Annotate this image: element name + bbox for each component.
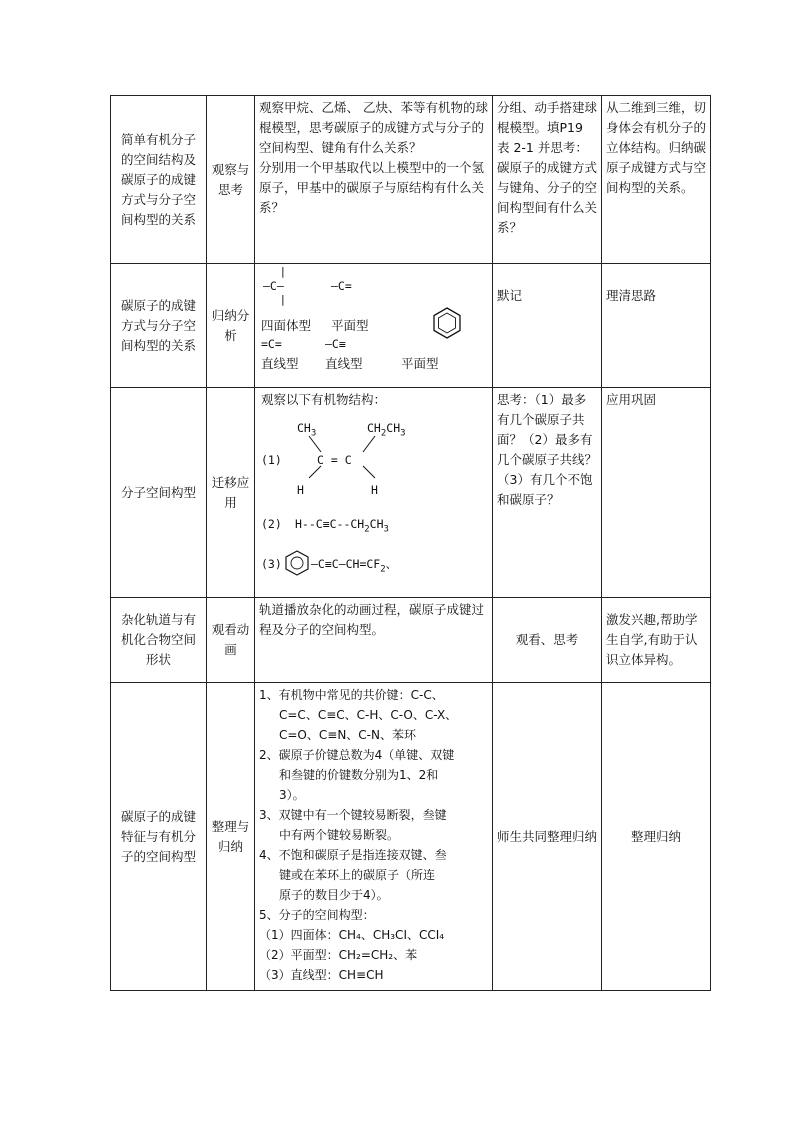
formula-subscript: 2 [380,428,387,439]
shape-label: 平面型 [331,318,369,333]
intent-cell: 应用巩固 [602,388,711,598]
list-item: （2）平面型：CH₂=CH₂、苯 [259,948,418,962]
table-row [111,96,711,264]
formula-subscript: 3 [383,524,389,535]
activity-cell: 观看动画 [207,598,255,683]
formula-subscript: 2 [364,524,370,535]
content-paragraph: 观察甲烷、乙烯、 乙炔、苯等有机物的球棍模型，思考碳原子的成键方式与分子的空间构型、键角有什么关系？ [259,100,488,155]
student-cell: 分组、动手搭建球棍模型。填P19 表 2-1 并思考：碳原子的成键方式与键角、分子的空间构型间有什么关系？ [493,96,602,264]
list-item: 2、碳原子价键总数为4（单键、双键 [259,748,455,762]
shape-label: 四面体型 [261,318,312,333]
shape-label: 平面型 [401,356,439,371]
table-row [111,388,711,598]
structures-intro: 观察以下有机物结构： [261,392,387,407]
lesson-table [110,95,711,991]
student-cell: 默记 [493,264,602,388]
bond-planar: —C= [331,279,352,293]
activity-cell: 观察与思考 [207,96,255,264]
intent-cell: 激发兴趣,帮助学生自学,有助于认识立体异构。 [602,598,711,683]
formula-text: 、 [385,557,398,571]
bond-stub: | [281,265,285,278]
topic-cell: 简单有机分子的空间结构及碳原子的成键方式与分子空间构型的关系 [111,96,207,264]
formula-text: CH [386,421,401,435]
content-paragraph: 分别用一个甲基取代以上模型中的一个氢原子，甲基中的碳原子与原结构有什么关系？ [259,160,485,215]
activity-cell: 整理与归纳 [207,683,255,991]
formula-text: CH [369,517,384,531]
list-item: 1、有机物中常见的共价键：C-C、 [259,688,444,702]
formula-subscript: 3 [310,428,317,439]
content-cell [255,96,493,264]
intent-cell: 理清思路 [602,264,711,388]
bond-tetrahedral: —C— [263,279,284,293]
list-item: 3、双键中有一个键较易断裂，叁键 [259,808,447,822]
list-item: C=O、C≡N、C-N、苯环 [279,728,416,742]
formula [295,514,389,539]
structures-cell [255,388,493,598]
formula [311,554,397,579]
shapes-cell [255,264,493,388]
activity-cell: 迁移应用 [207,388,255,598]
intent-cell: 整理归纳 [602,683,711,991]
double-bond: C = C [317,453,352,467]
formula-subscript: 2 [380,564,386,575]
formula-text: —C≡C—CH=CF [311,557,381,571]
hydrogen-atom: H [371,483,378,497]
bond-shapes [259,266,488,374]
bond-stub: | [281,293,285,306]
content-cell: 轨道播放杂化的动画过程，碳原子成键过程及分子的空间构型。 [255,598,493,683]
intent-cell: 从二维到三维，切身体会有机分子的立体结构。归纳碳原子成键方式与空间构型的关系。 [602,96,711,264]
shape-label: 直线型 [261,356,299,371]
formula-text: H--C≡C--CH [295,517,365,531]
student-cell: 师生共同整理归纳 [493,683,602,991]
list-item: 4、不饱和碳原子是指连接双键、叁 [259,848,447,862]
topic-cell: 分子空间构型 [111,388,207,598]
topic-cell: 碳原子的成键特征与有机分子的空间构型 [111,683,207,991]
structure-number: (3) [261,557,282,571]
list-item: 3）。 [279,788,305,802]
summary-list [255,683,493,991]
list-item: 5、分子的空间构型： [259,908,375,922]
structure-number: (2) [261,517,282,531]
table-row [111,264,711,388]
hydrogen-atom: H [297,483,304,497]
shape-label: 直线型 [325,356,363,371]
list-item: （3）直线型：CH≡CH [259,968,384,982]
topic-cell: 杂化轨道与有机化合物空间形状 [111,598,207,683]
activity-cell: 归纳分析 [207,264,255,388]
list-item: 原子的数目少于4）。 [279,888,389,902]
student-cell: 观看、思考 [493,598,602,683]
student-cell: 思考：（1）最多有几个碳原子共面？（2）最多有几个碳原子共线？（3）有几个不饱和碳原子？ [493,388,602,598]
bond-linear: =C= [261,337,282,351]
bond-linear: —C≡ [325,337,346,351]
list-item: 键或在苯环上的碳原子（所连 [279,868,436,882]
formula-subscript: 3 [400,428,406,439]
table-row [111,598,711,683]
benzene-ring-icon [431,306,463,340]
structure-diagrams [259,390,488,580]
formula-text: CH [297,421,311,435]
list-item: （1）四面体：CH₄、CH₃CI、CCI₄ [259,928,445,942]
structure-number: (1) [261,453,282,467]
benzene-ring-icon [283,550,311,576]
list-item: C=C、C≡C、C-H、C-O、C-X、 [279,708,458,722]
table-row [111,683,711,991]
list-item: 和叁键的价键数分别为1、2和 [279,768,439,782]
formula-text: CH [367,421,381,435]
topic-cell: 碳原子的成键方式与分子空间构型的关系 [111,264,207,388]
list-item: 中有两个键较易断裂。 [279,828,400,842]
